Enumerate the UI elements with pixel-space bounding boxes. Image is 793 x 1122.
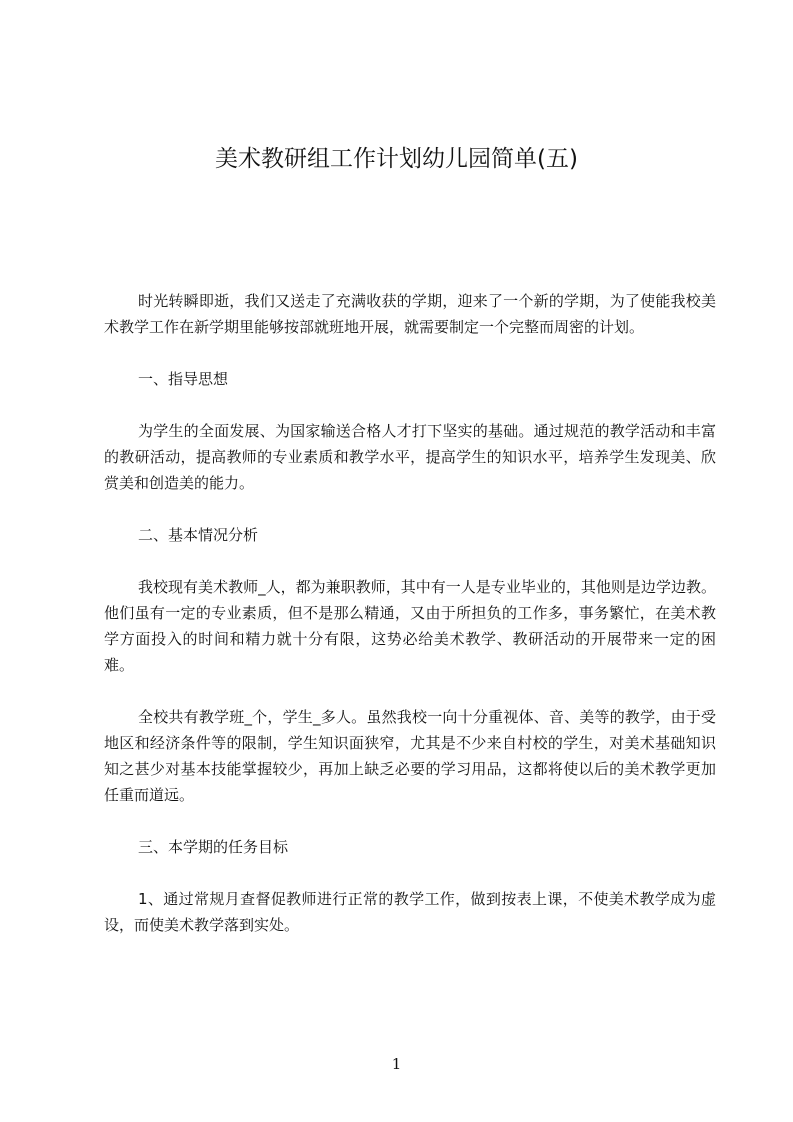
section-heading-situation-analysis: 二、基本情况分析 bbox=[138, 526, 259, 544]
guiding-ideology-paragraph: 为学生的全面发展、为国家输送合格人才打下坚实的基础。通过规范的教学活动和丰富的教研活动，提高教师的专业素质和教学水平，提高学生的知识水平，培养学生发现美、欣赏美和创造美的能力。 bbox=[104, 422, 716, 492]
intro-paragraph: 时光转瞬即逝，我们又送走了充满收获的学期，迎来了一个新的学期，为了使能我校美术教学工作在新学期里能够按部就班地开展，就需要制定一个完整而周密的计划。 bbox=[104, 292, 716, 336]
document-title: 美术教研组工作计划幼儿园简单(五) bbox=[215, 146, 578, 172]
section-heading-guiding-ideology: 一、指导思想 bbox=[138, 370, 229, 388]
students-situation-paragraph: 全校共有教学班_个，学生_多人。虽然我校一向十分重视体、音、美等的教学，由于受地区和经济条件等的限制，学生知识面狭窄，尤其是不少来自村校的学生，对美术基础知识知之甚少对基本技能掌握较少，再加上缺乏必要的学习用品，这都将使以后的美术教学更加任重而道远。 bbox=[104, 708, 716, 804]
page-number: 1 bbox=[391, 1055, 402, 1073]
section-heading-task-goals: 三、本学期的任务目标 bbox=[138, 838, 289, 856]
document-body bbox=[104, 288, 716, 964]
task-goal-1-paragraph: 1、通过常规月查督促教师进行正常的教学工作，做到按表上课，不使美术教学成为虚设，而使美术教学落到实处。 bbox=[104, 890, 716, 934]
teachers-situation-paragraph: 我校现有美术教师_人，都为兼职教师，其中有一人是专业毕业的，其他则是边学边教。他们虽有一定的专业素质，但不是那么精通，又由于所担负的工作多，事务繁忙，在美术教学方面投入的时间和精力就十分有限，这势必给美术教学、教研活动的开展带来一定的困难。 bbox=[104, 578, 716, 674]
